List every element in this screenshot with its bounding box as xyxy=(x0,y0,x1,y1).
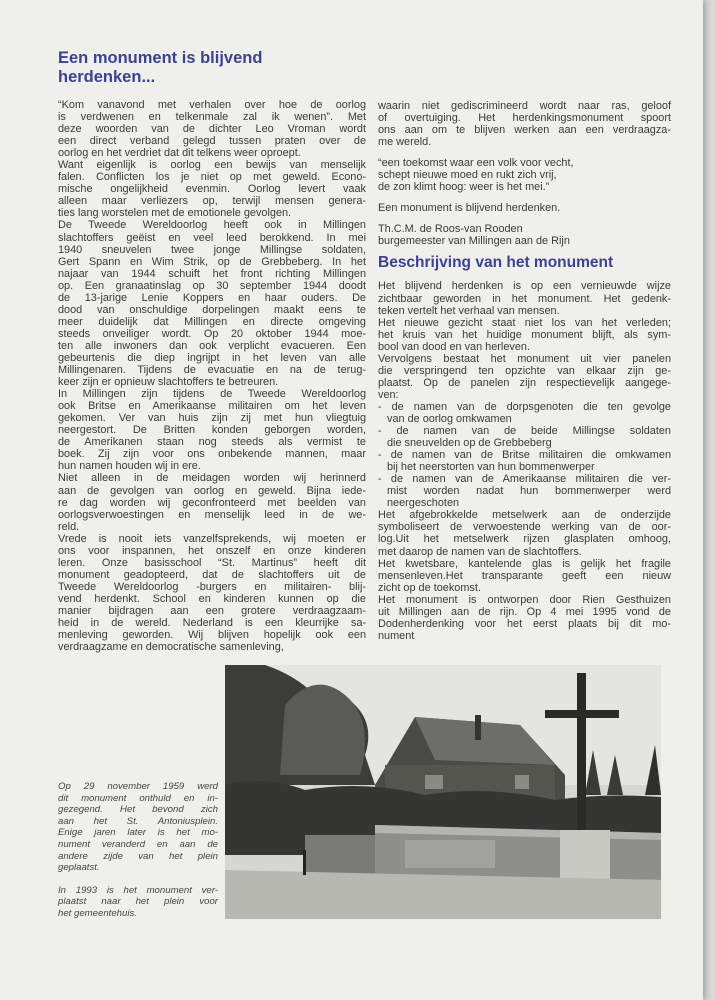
title-line: herdenken... xyxy=(58,68,156,86)
text-line: nument veranderd en aan de xyxy=(58,838,218,850)
list-item xyxy=(378,449,671,473)
text-line: - de namen van de beide Millingse soldaten xyxy=(378,425,671,438)
text-line: ven: xyxy=(378,388,399,401)
paragraph xyxy=(378,280,671,316)
text-line: Vervolgens bestaat het monument uit vier panelen xyxy=(378,352,671,365)
text-line: plaatst naar het plein voor xyxy=(58,896,218,908)
photo-caption xyxy=(58,781,218,920)
text-line: ons voor inspannen, het onszelf en onze kinderen xyxy=(58,544,366,557)
text-line: falen. Conflicten los je niet op met geweld. Econo- xyxy=(58,171,366,184)
text-line: mist worden nadat hun bommenwerper werd xyxy=(387,485,671,498)
text-line: gekomen. Ver van huis zijn zij met hun vliegtuig xyxy=(58,412,366,425)
text-line: Het monument is ontworpen door Rien Gesthuizen xyxy=(378,593,671,606)
text-line: - de namen van de Britse militairen die omkwamen xyxy=(378,449,671,462)
text-line: zicht op de toekomst. xyxy=(378,581,481,594)
text-line: het kruis van het huidige monument blijft, als sym- xyxy=(378,328,671,341)
text-line: aan de gevolgen van oorlog en geweld. Bijna iede- xyxy=(58,484,366,497)
text-line: Niet alleen in de meidagen worden wij herinnerd xyxy=(58,472,366,485)
text-line: de Amerikanen staan nog steeds als vermist te xyxy=(58,436,366,449)
text-line: heid in de wereld. Nederland is een kleurrijke sa- xyxy=(58,617,366,630)
text-line: Want eigenlijk is oorlog een bewijs van menselijk xyxy=(58,159,366,172)
text-line: leren. Onze basisschool “St. Martinus” heeft dit xyxy=(58,556,366,569)
text-line: Enige jaren later is het mo- xyxy=(58,827,218,839)
text-line: verdraagzame en democratische samenleving, xyxy=(58,641,284,654)
text-line: 1940 sneuvelen twee jonge Millingse soldaten, xyxy=(58,243,366,256)
paragraph xyxy=(378,317,671,353)
text-line: Het kwetsbare, kantelende glas is gelijk het fragile xyxy=(378,557,671,570)
text-line: een direct verband gelegd tussen praten over de xyxy=(58,135,366,148)
text-line: Vrede is nooit iets vanzelfsprekends, wij moeten er xyxy=(58,532,366,545)
closing-line: Een monument is blijvend herdenken. xyxy=(378,202,561,215)
text-line: bool van dood en van herleven. xyxy=(378,340,530,353)
text-line: slachtoffers geëist en veel leed berokkend. In mei xyxy=(58,231,366,244)
text-line: log.Uit het metselwerk rijzen glasplaten omhoog, xyxy=(378,533,671,546)
text-line: De Tweede Wereldoorlog heeft ook in Millingen xyxy=(58,219,366,232)
text-line: ons aan om te blijven werken aan een verdraagza- xyxy=(378,124,671,137)
text-line: ties lang worstelen met de emotionele gevolgen. xyxy=(58,207,292,220)
text-line: die verspringend ten opzichte van elkaar zijn ge- xyxy=(378,364,671,377)
text-line: “Kom vanavond met verhalen over hoe de oorlog xyxy=(58,99,366,111)
text-line: uit Millingen aan de rijn. Op 4 mei 1995 vond de xyxy=(378,605,671,618)
signature xyxy=(378,223,671,247)
text-line: “een toekomst waar een volk voor vecht, xyxy=(378,157,574,170)
text-line: Dodenherdenking voor het eerst plaats bij dit mo- xyxy=(378,617,671,630)
text-line: re dag worden wij geconfronteerd met beelden van xyxy=(58,496,366,509)
text-line: andere zijde van het plein xyxy=(58,850,218,862)
text-line: alleen maar verliezers op, terwijl mensen genera- xyxy=(58,195,366,208)
list-item xyxy=(378,473,671,509)
text-line: mische ongelijkheid evenmin. Oorlog levert vaak xyxy=(58,183,366,196)
text-line: me wereld. xyxy=(378,136,432,149)
text-line: Het blijvend herdenken is op een vernieuwde wijze xyxy=(378,280,671,293)
monument-description xyxy=(378,280,671,641)
text-line: symboliseert de verwoestende werking van de oor- xyxy=(378,521,671,534)
text-line: schept nieuwe moed en rukt zich vrij, xyxy=(378,169,557,182)
text-line: gebeurtenis die diep ingrijpt in het leven van alle xyxy=(58,351,366,364)
poem-quote xyxy=(378,157,671,193)
text-line: In 1993 is het monument ver- xyxy=(58,884,218,896)
text-line: vend herdenkt. School en kinderen kunnen op die xyxy=(58,592,366,605)
text-line: oorlog en het verdriet dat dit telkens weer oproept. xyxy=(58,147,301,160)
text-line: zichtbaar geworden in het monument. Het gedenk- xyxy=(378,292,671,305)
signature-title: burgemeester van Millingen aan de Rijn xyxy=(378,235,570,248)
text-line: gezegend. Het bevond zich xyxy=(58,804,218,816)
text-line: reld. xyxy=(58,520,80,533)
text-line: is verdwenen en telkenmale zal ik wenen”. Met xyxy=(58,111,366,124)
text-line: geplaatst. xyxy=(58,862,100,874)
text-line: bij het neerstorten van hun bommenwerper xyxy=(387,461,595,474)
page-title xyxy=(58,49,262,87)
caption-paragraph xyxy=(58,885,218,920)
text-line: dit monument onthuld en in- xyxy=(58,792,218,804)
list-item xyxy=(378,401,671,425)
list-item xyxy=(378,425,671,449)
text-line: de 13-jarige Lenie Koppers en haar ouders. De xyxy=(58,291,366,304)
text-line: Gert Spann en Wim Strik, op de Grebbeberg. In het xyxy=(58,255,366,268)
text-line: deze woorden van de dichter Leo Vroman wordt xyxy=(58,123,366,136)
text-line: hun namen houden wij in ere. xyxy=(58,460,201,473)
paragraph xyxy=(378,558,671,594)
text-line: menleving geworden. Wij blijven hopelijk ook een xyxy=(58,629,366,642)
text-line: aan het St. Antoniusplein. xyxy=(58,815,218,827)
text-line: Het nieuwe gezicht staat niet los van het verleden; xyxy=(378,316,671,329)
text-line: neergestort. De Britten konden geborgen worden, xyxy=(58,424,366,437)
text-line: ten alle inwoners dan ook verplicht evacueren. Een xyxy=(58,339,366,352)
right-column xyxy=(378,100,671,642)
text-line: met daarop de namen van de slachtoffers. xyxy=(378,545,582,558)
text-line: ook Britse en Amerikaanse militairen om het leven xyxy=(58,400,366,413)
paragraph xyxy=(378,353,671,401)
section-heading: Beschrijving van het monument xyxy=(378,254,614,272)
text-line: meer duidelijk dat Millingen en directe omgeving xyxy=(58,315,366,328)
text-line: teken vertelt het verhaal van mensen. xyxy=(378,304,560,317)
title-line: Een monument is blijvend xyxy=(58,49,263,67)
text-line: plaatst. Op de panelen zijn respectievelijk aangege- xyxy=(378,376,671,389)
paragraph xyxy=(58,472,366,532)
text-line: keer zijn er opnieuw slachtoffers te betreuren. xyxy=(58,376,279,389)
text-line: Tweede Wereldoorlog -burgers en militairen- blij- xyxy=(58,580,366,593)
text-line: najaar van 1944 schuift het front richting Millingen xyxy=(58,267,366,280)
text-line: Het afgebrokkelde metselwerk aan de onderzijde xyxy=(378,509,671,522)
text-line: boek. Zij zijn voor ons onbekende mannen, maar xyxy=(58,448,366,461)
text-line: oorlogsverwoestingen en menselijk leed in de we- xyxy=(58,508,366,521)
left-column xyxy=(58,99,366,653)
text-line: nument xyxy=(378,629,415,642)
text-line: dood van onschuldige dorpelingen maakt eens te xyxy=(58,303,366,316)
signature-name: Th.C.M. de Roos-van Rooden xyxy=(378,223,523,236)
text-line: - de namen van de Amerikaanse militairen die ver- xyxy=(378,473,671,486)
text-line: of overtuiging. Het herdenkingsmonument spoort xyxy=(378,112,671,125)
text-line: neergeschoten xyxy=(387,497,460,510)
intro-continuation xyxy=(378,100,671,148)
text-line: In Millingen zijn tijdens de Tweede Wereldoorlog xyxy=(58,388,366,401)
text-line: die sneuvelden op de Grebbeberg xyxy=(387,437,552,450)
paragraph xyxy=(378,509,671,557)
text-line: de zon klimt hoog: weer is het mei.” xyxy=(378,181,550,194)
text-line: steeds onveiliger wordt. Op 20 oktober 1944 moe- xyxy=(58,327,366,340)
text-line: mensenleven.Het transparante geeft een nieuw xyxy=(378,569,671,582)
paragraph xyxy=(58,533,366,653)
caption-paragraph xyxy=(58,781,218,874)
text-line: - de namen van de dorpsgenoten die ten gevolge xyxy=(378,400,671,413)
text-line: monument geadopteerd, dat de slachtoffers uit de xyxy=(58,568,366,581)
text-line: waarin niet gediscrimineerd wordt naar ras, geloof xyxy=(378,100,671,112)
paragraph xyxy=(58,219,366,388)
paragraph xyxy=(58,388,366,472)
paragraph xyxy=(58,99,366,159)
monument-photo xyxy=(225,665,661,919)
paragraph xyxy=(58,159,366,219)
paragraph xyxy=(378,594,671,642)
text-line: van de oorlog omkwamen xyxy=(387,412,512,425)
text-line: op. Een granaatinslag op 30 september 1944 doodt xyxy=(58,279,366,292)
text-line: het gemeentehuis. xyxy=(58,907,137,919)
text-line: manier bijdragen aan een grotere verdraagzaam- xyxy=(58,604,366,617)
text-line: Millingenaren. Tijdens de evacuatie en na de terug- xyxy=(58,364,366,377)
text-line: Op 29 november 1959 werd xyxy=(58,781,218,792)
